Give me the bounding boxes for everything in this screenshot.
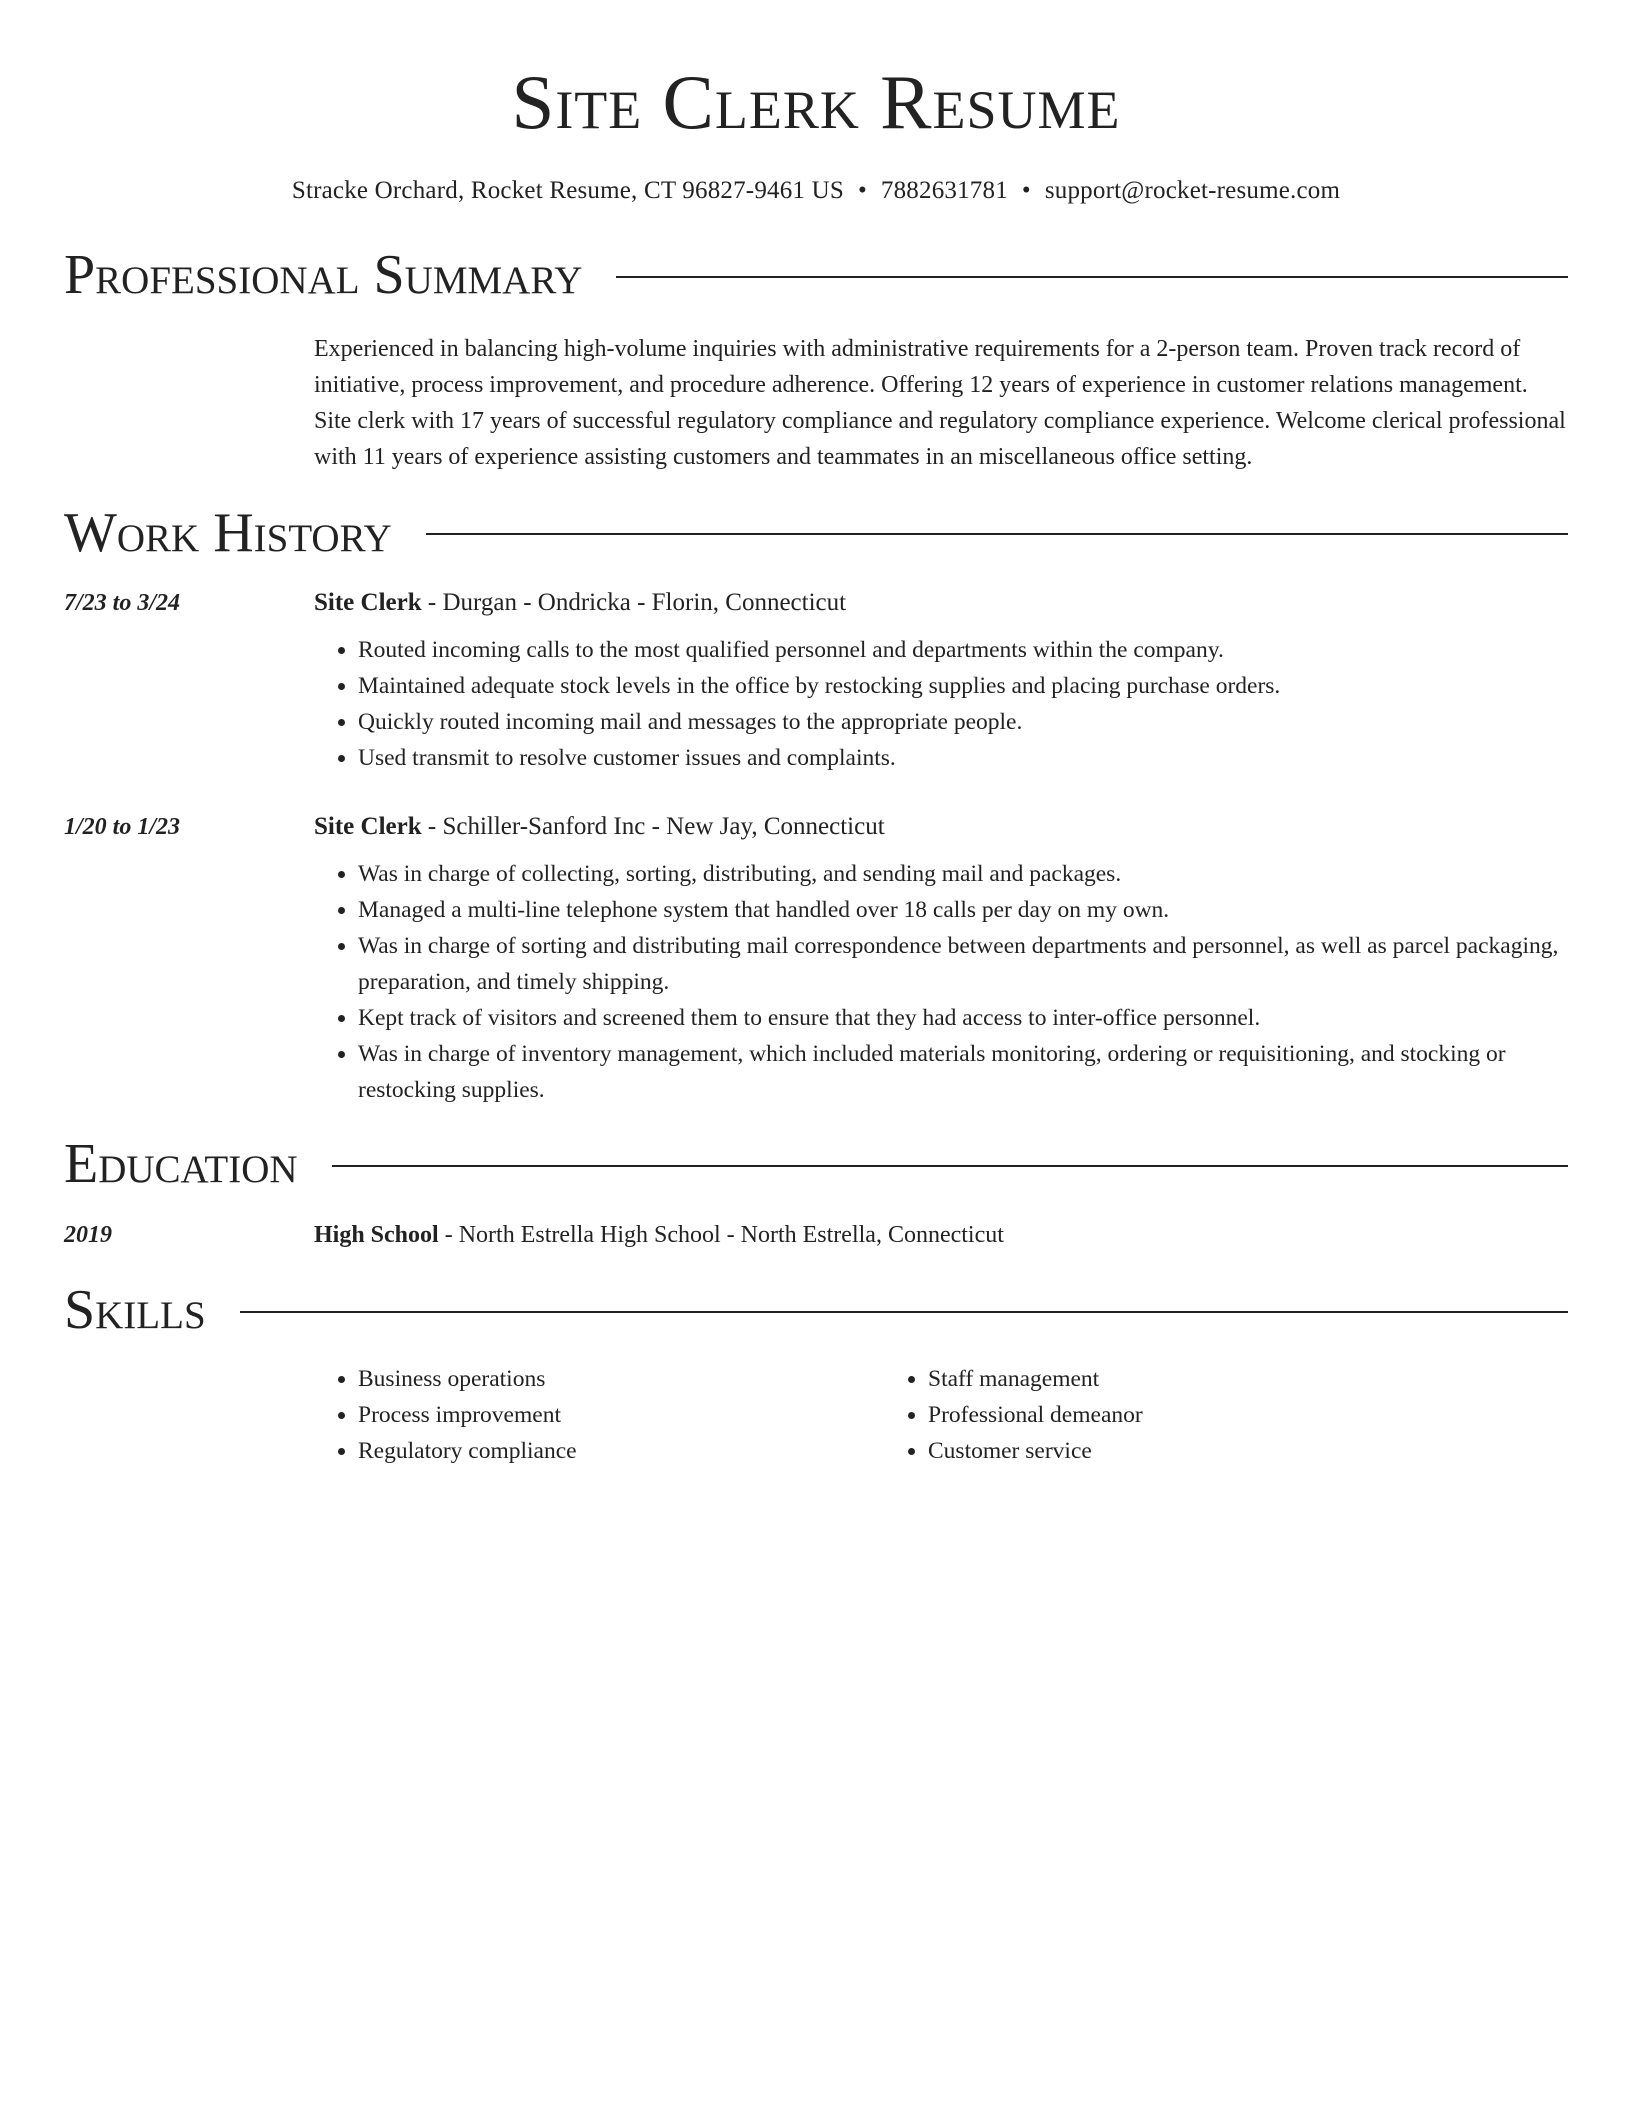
list-item: • Used transmit to resolve customer issues and complaints.	[358, 740, 1568, 776]
job-bullets	[314, 632, 1568, 776]
list-item: • Maintained adequate stock levels in the office by restocking supplies and placing purchase orders.	[358, 668, 1568, 704]
skill-item: • Business operations	[358, 1361, 884, 1397]
section-header-summary	[64, 245, 1568, 307]
section-divider	[240, 1311, 1568, 1313]
section-header-education	[64, 1134, 1568, 1196]
list-item: • Managed a multi-line telephone system that handled over 18 calls per day on my own.	[358, 892, 1568, 928]
skill-item: • Process improvement	[358, 1397, 884, 1433]
job-dates: 7/23 to 3/24	[64, 590, 181, 617]
skill-item: • Regulatory compliance	[358, 1433, 884, 1469]
contact-address: Stracke Orchard, Rocket Resume, CT 96827-9461 US	[291, 177, 844, 204]
contact-line	[64, 177, 1568, 205]
list-item: • Routed incoming calls to the most qualified personnel and departments within the company.	[358, 632, 1568, 668]
skills-list-right	[884, 1361, 1454, 1469]
contact-phone: 7882631781	[880, 177, 1008, 204]
job-body	[314, 810, 1568, 1108]
skills-spacer	[64, 1361, 314, 1469]
skills-list-left	[314, 1361, 884, 1469]
contact-separator: •	[857, 177, 867, 204]
job-title: Site Clerk	[314, 813, 422, 841]
section-title-skills: Skills	[64, 1278, 206, 1341]
job-dates: 1/20 to 1/23	[64, 814, 181, 841]
job-entry	[64, 586, 1568, 776]
section-title-summary: Professional Summary	[64, 244, 583, 306]
contact-separator: •	[1021, 177, 1031, 204]
skill-item: • Professional demeanor	[928, 1397, 1454, 1433]
education-year: 2019	[64, 1221, 112, 1248]
education-details: - North Estrella High School - North Estrella, Connecticut	[438, 1221, 1004, 1248]
summary-text: Experienced in balancing high-volume inquiries with administrative requirements for a 2-person team. Proven track record of initiative, process improvement, and procedure adherence. Offering 12 years of experience in customer relations management. Site clerk with 17 years of successful regulatory compliance and regulatory compliance experience. Welcome clerical professional with 11 years of experience assisting customers and teammates in an miscellaneous office setting.	[314, 335, 1566, 470]
education-entry	[64, 1218, 1568, 1252]
contact-email: support@rocket-resume.com	[1044, 177, 1341, 204]
list-item: • Was in charge of inventory management, which included materials monitoring, ordering or requisitioning, and stocking or restocking supplies.	[358, 1036, 1568, 1108]
job-heading	[314, 586, 1568, 620]
job-heading	[314, 810, 1568, 844]
section-divider	[332, 1165, 1568, 1167]
section-divider	[616, 276, 1568, 278]
job-details: - Durgan - Ondricka - Florin, Connecticut	[421, 589, 847, 617]
skill-item: • Staff management	[928, 1361, 1454, 1397]
job-details: - Schiller-Sanford Inc - New Jay, Connecticut	[421, 813, 885, 841]
section-title-work: Work History	[64, 501, 392, 564]
section-header-work	[64, 503, 1568, 565]
education-degree: High School	[314, 1221, 439, 1248]
job-body	[314, 586, 1568, 776]
section-divider	[426, 533, 1568, 535]
education-body	[314, 1218, 1568, 1252]
summary-row	[64, 331, 1568, 475]
list-item: • Quickly routed incoming mail and messages to the appropriate people.	[358, 704, 1568, 740]
summary-spacer	[64, 331, 314, 475]
job-title: Site Clerk	[314, 589, 422, 617]
section-header-skills	[64, 1280, 1568, 1342]
job-bullets	[314, 856, 1568, 1108]
skills-row	[64, 1361, 1568, 1469]
list-item: • Kept track of visitors and screened them to ensure that they had access to inter-office personnel.	[358, 1000, 1568, 1036]
job-entry	[64, 810, 1568, 1108]
list-item: • Was in charge of sorting and distributing mail correspondence between departments and personnel, as well as parcel packaging, preparation, and timely shipping.	[358, 928, 1568, 1000]
page-title: Site Clerk Resume	[511, 59, 1121, 145]
list-item: • Was in charge of collecting, sorting, distributing, and sending mail and packages.	[358, 856, 1568, 892]
skill-item: • Customer service	[928, 1433, 1454, 1469]
section-title-education: Education	[64, 1133, 298, 1196]
